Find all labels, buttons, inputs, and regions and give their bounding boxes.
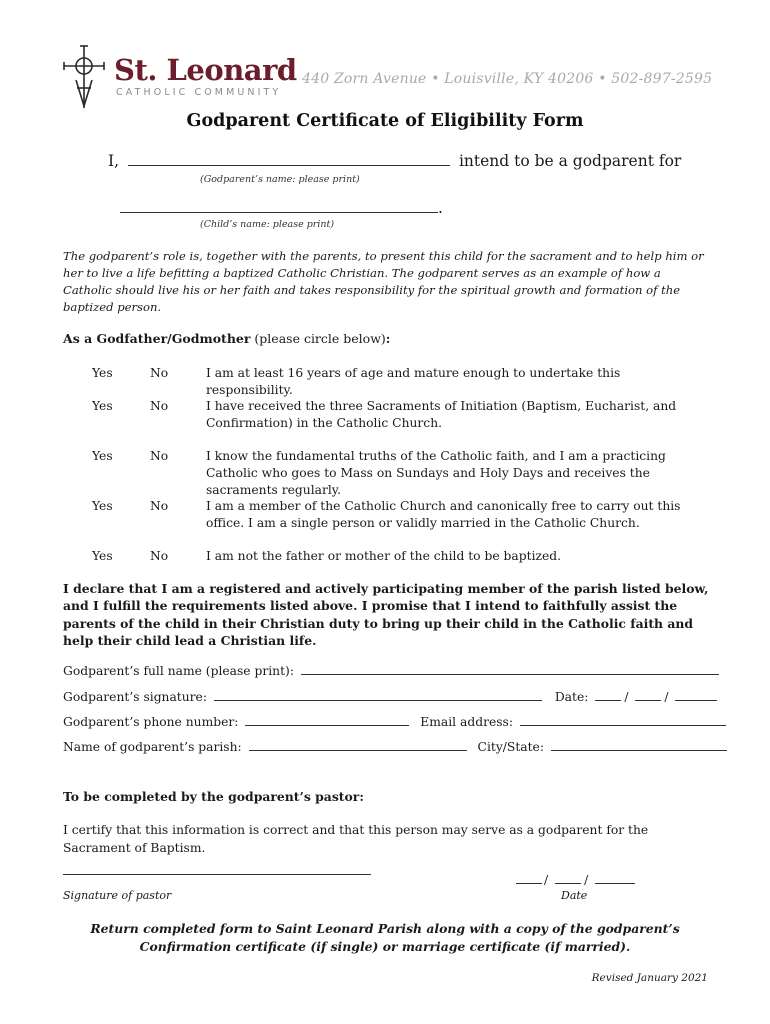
- city-state-field[interactable]: [551, 740, 727, 751]
- pastor-signature-field[interactable]: [63, 874, 371, 875]
- return-instructions-line2: Confirmation certificate (if single) or marriage certificate (if married).: [139, 939, 631, 954]
- child-name-line: [120, 199, 443, 217]
- date-day-field[interactable]: [635, 690, 661, 701]
- section-lead-bold: As a Godfather/Godmother: [63, 331, 251, 346]
- godparent-name-caption: (Godparent’s name: please print): [200, 174, 360, 185]
- date-slash: /: [664, 690, 669, 704]
- section-lead-normal: (please circle below): [250, 331, 386, 346]
- date-year-field[interactable]: [675, 690, 717, 701]
- no-option[interactable]: No: [150, 399, 169, 413]
- signature-label: Godparent’s signature:: [63, 690, 207, 704]
- full-name-field[interactable]: [301, 664, 719, 675]
- date-month-field[interactable]: [595, 690, 621, 701]
- declaration-paragraph: I declare that I am a registered and actively participating member of the parish listed below, and I fulfill the requirements listed above. I promise that I intend to faithfully assist the parents of the child in their Christian duty to bring up their child in the Catholic faith and help their child lead a Christian life.: [63, 581, 709, 648]
- email-field[interactable]: [520, 715, 726, 726]
- city-state-label: City/State:: [477, 740, 544, 754]
- pastor-certify-text: I certify that this information is correct and that this person may serve as a godparent for the Sacrament of Baptism.: [63, 823, 649, 855]
- date-slash: /: [544, 873, 549, 887]
- no-option[interactable]: No: [150, 366, 169, 380]
- child-name-field[interactable]: [120, 199, 438, 213]
- date-label: Date:: [554, 690, 589, 704]
- question-text: I am a member of the Catholic Church and canonically free to carry out this office. I am a single person or validly married in the Catholic Church.: [206, 499, 681, 530]
- parish-row: [63, 740, 730, 754]
- return-instructions-line1: Return completed form to Saint Leonard Parish along with a copy of the godparent’s: [90, 921, 680, 936]
- godparent-role-paragraph: The godparent’s role is, together with the parents, to present this child for the sacrament and to help him or her to live a life befitting a baptized Catholic Christian. The godparent serves as an example of how a Catholic should live his or her faith and takes responsibility for the spiritual growth and formation of the baptized person.: [63, 249, 704, 314]
- parish-address: 440 Zorn Avenue • Louisville, KY 40206 • 502-897-2595: [302, 71, 713, 87]
- child-name-caption: (Child’s name: please print): [200, 219, 335, 230]
- yes-option[interactable]: Yes: [92, 449, 113, 463]
- date-slash: /: [584, 873, 589, 887]
- child-line-end: .: [438, 199, 443, 217]
- full-name-label: Godparent’s full name (please print):: [63, 664, 294, 678]
- question-text: I have received the three Sacraments of Initiation (Baptism, Eucharist, and Confirmation) in the Catholic Church.: [206, 399, 677, 430]
- email-label: Email address:: [420, 715, 514, 729]
- no-option[interactable]: No: [150, 549, 169, 563]
- no-option[interactable]: No: [150, 449, 169, 463]
- logo-subtitle: CATHOLIC COMMUNITY: [116, 87, 282, 98]
- parish-field[interactable]: [249, 740, 467, 751]
- pastor-date-month-field[interactable]: [516, 873, 542, 884]
- pastor-date-year-field[interactable]: [595, 873, 635, 884]
- full-name-row: [63, 664, 722, 678]
- pastor-signature-caption: Signature of pastor: [63, 889, 172, 902]
- date-slash: /: [624, 690, 629, 704]
- revision-date: Revised January 2021: [591, 972, 708, 984]
- form-title: Godparent Certificate of Eligibility Form: [186, 111, 584, 131]
- cross-logo-icon: [62, 44, 106, 110]
- pastor-date-row: [516, 873, 638, 887]
- yes-option[interactable]: Yes: [92, 366, 113, 380]
- phone-field[interactable]: [245, 715, 409, 726]
- phone-label: Godparent’s phone number:: [63, 715, 239, 729]
- section-lead: [63, 331, 390, 346]
- godparent-intent-line: [108, 152, 681, 170]
- pastor-section-heading: To be completed by the godparent’s pastor:: [63, 789, 364, 804]
- question-text: I am not the father or mother of the child to be baptized.: [206, 549, 562, 563]
- pastor-date-caption: Date: [561, 889, 588, 902]
- logo-wordmark: St. Leonard: [114, 53, 297, 87]
- yes-option[interactable]: Yes: [92, 499, 113, 513]
- signature-field[interactable]: [214, 690, 542, 701]
- intro-prefix: I,: [108, 152, 120, 170]
- intro-suffix: intend to be a godparent for: [458, 152, 682, 170]
- pastor-date-day-field[interactable]: [555, 873, 581, 884]
- question-text: I am at least 16 years of age and mature enough to undertake this responsibility.: [206, 366, 621, 397]
- question-text: I know the fundamental truths of the Catholic faith, and I am a practicing Catholic who goes to Mass on Sundays and Holy Days and receives the sacraments regularly.: [206, 449, 666, 497]
- no-option[interactable]: No: [150, 499, 169, 513]
- phone-email-row: [63, 715, 729, 729]
- letterhead: [62, 44, 722, 110]
- signature-row: [63, 690, 720, 704]
- yes-option[interactable]: Yes: [92, 399, 113, 413]
- godparent-name-field[interactable]: [128, 152, 450, 166]
- parish-label: Name of godparent’s parish:: [63, 740, 242, 754]
- return-instructions: [0, 920, 770, 956]
- yes-option[interactable]: Yes: [92, 549, 113, 563]
- section-lead-colon: :: [385, 331, 391, 346]
